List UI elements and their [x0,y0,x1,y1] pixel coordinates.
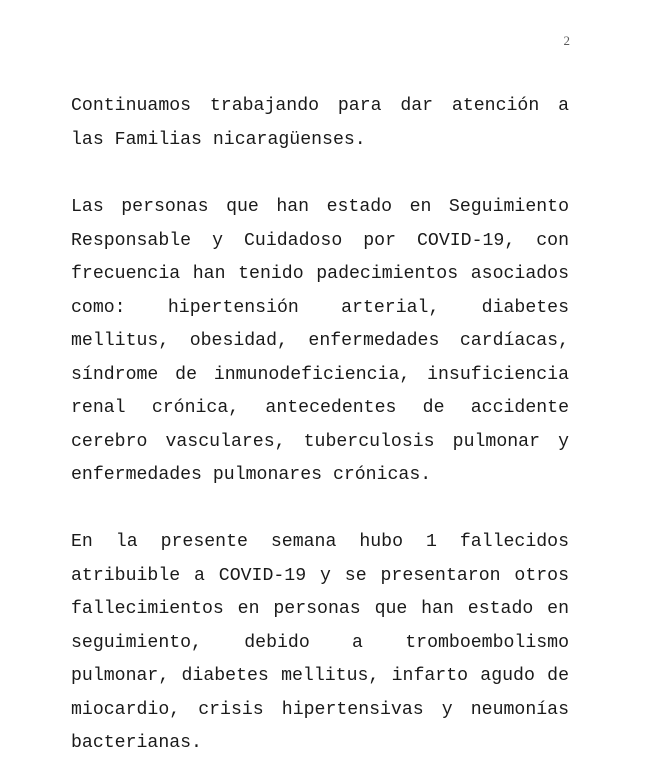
paragraph-deaths: En la presente semana hubo 1 fallecidos atribuible a COVID-19 y se presentaron otros fallecimientos en personas que han estado en seguimiento, debido a tromboembolismo pulmonar, diabetes mellitus, infarto agudo de miocardio, crisis hipertensivas y neumonías bacterianas. [71,532,569,753]
paragraph-intro: Continuamos trabajando para dar atención a las Familias nicaragüenses. [71,96,569,150]
paragraph-comorbidities: Las personas que han estado en Seguimiento Responsable y Cuidadoso por COVID-19, con frecuencia han tenido padecimientos asociados como: hipertensión arterial, diabetes mellitus, obesidad, enfermedades cardíacas, síndrome de inmunodeficiencia, insuficiencia renal crónica, antecedentes de accidente cerebro vasculares, tuberculosis pulmonar y enfermedades pulmonares crónicas. [71,197,569,485]
page-number: 2 [563,33,570,48]
